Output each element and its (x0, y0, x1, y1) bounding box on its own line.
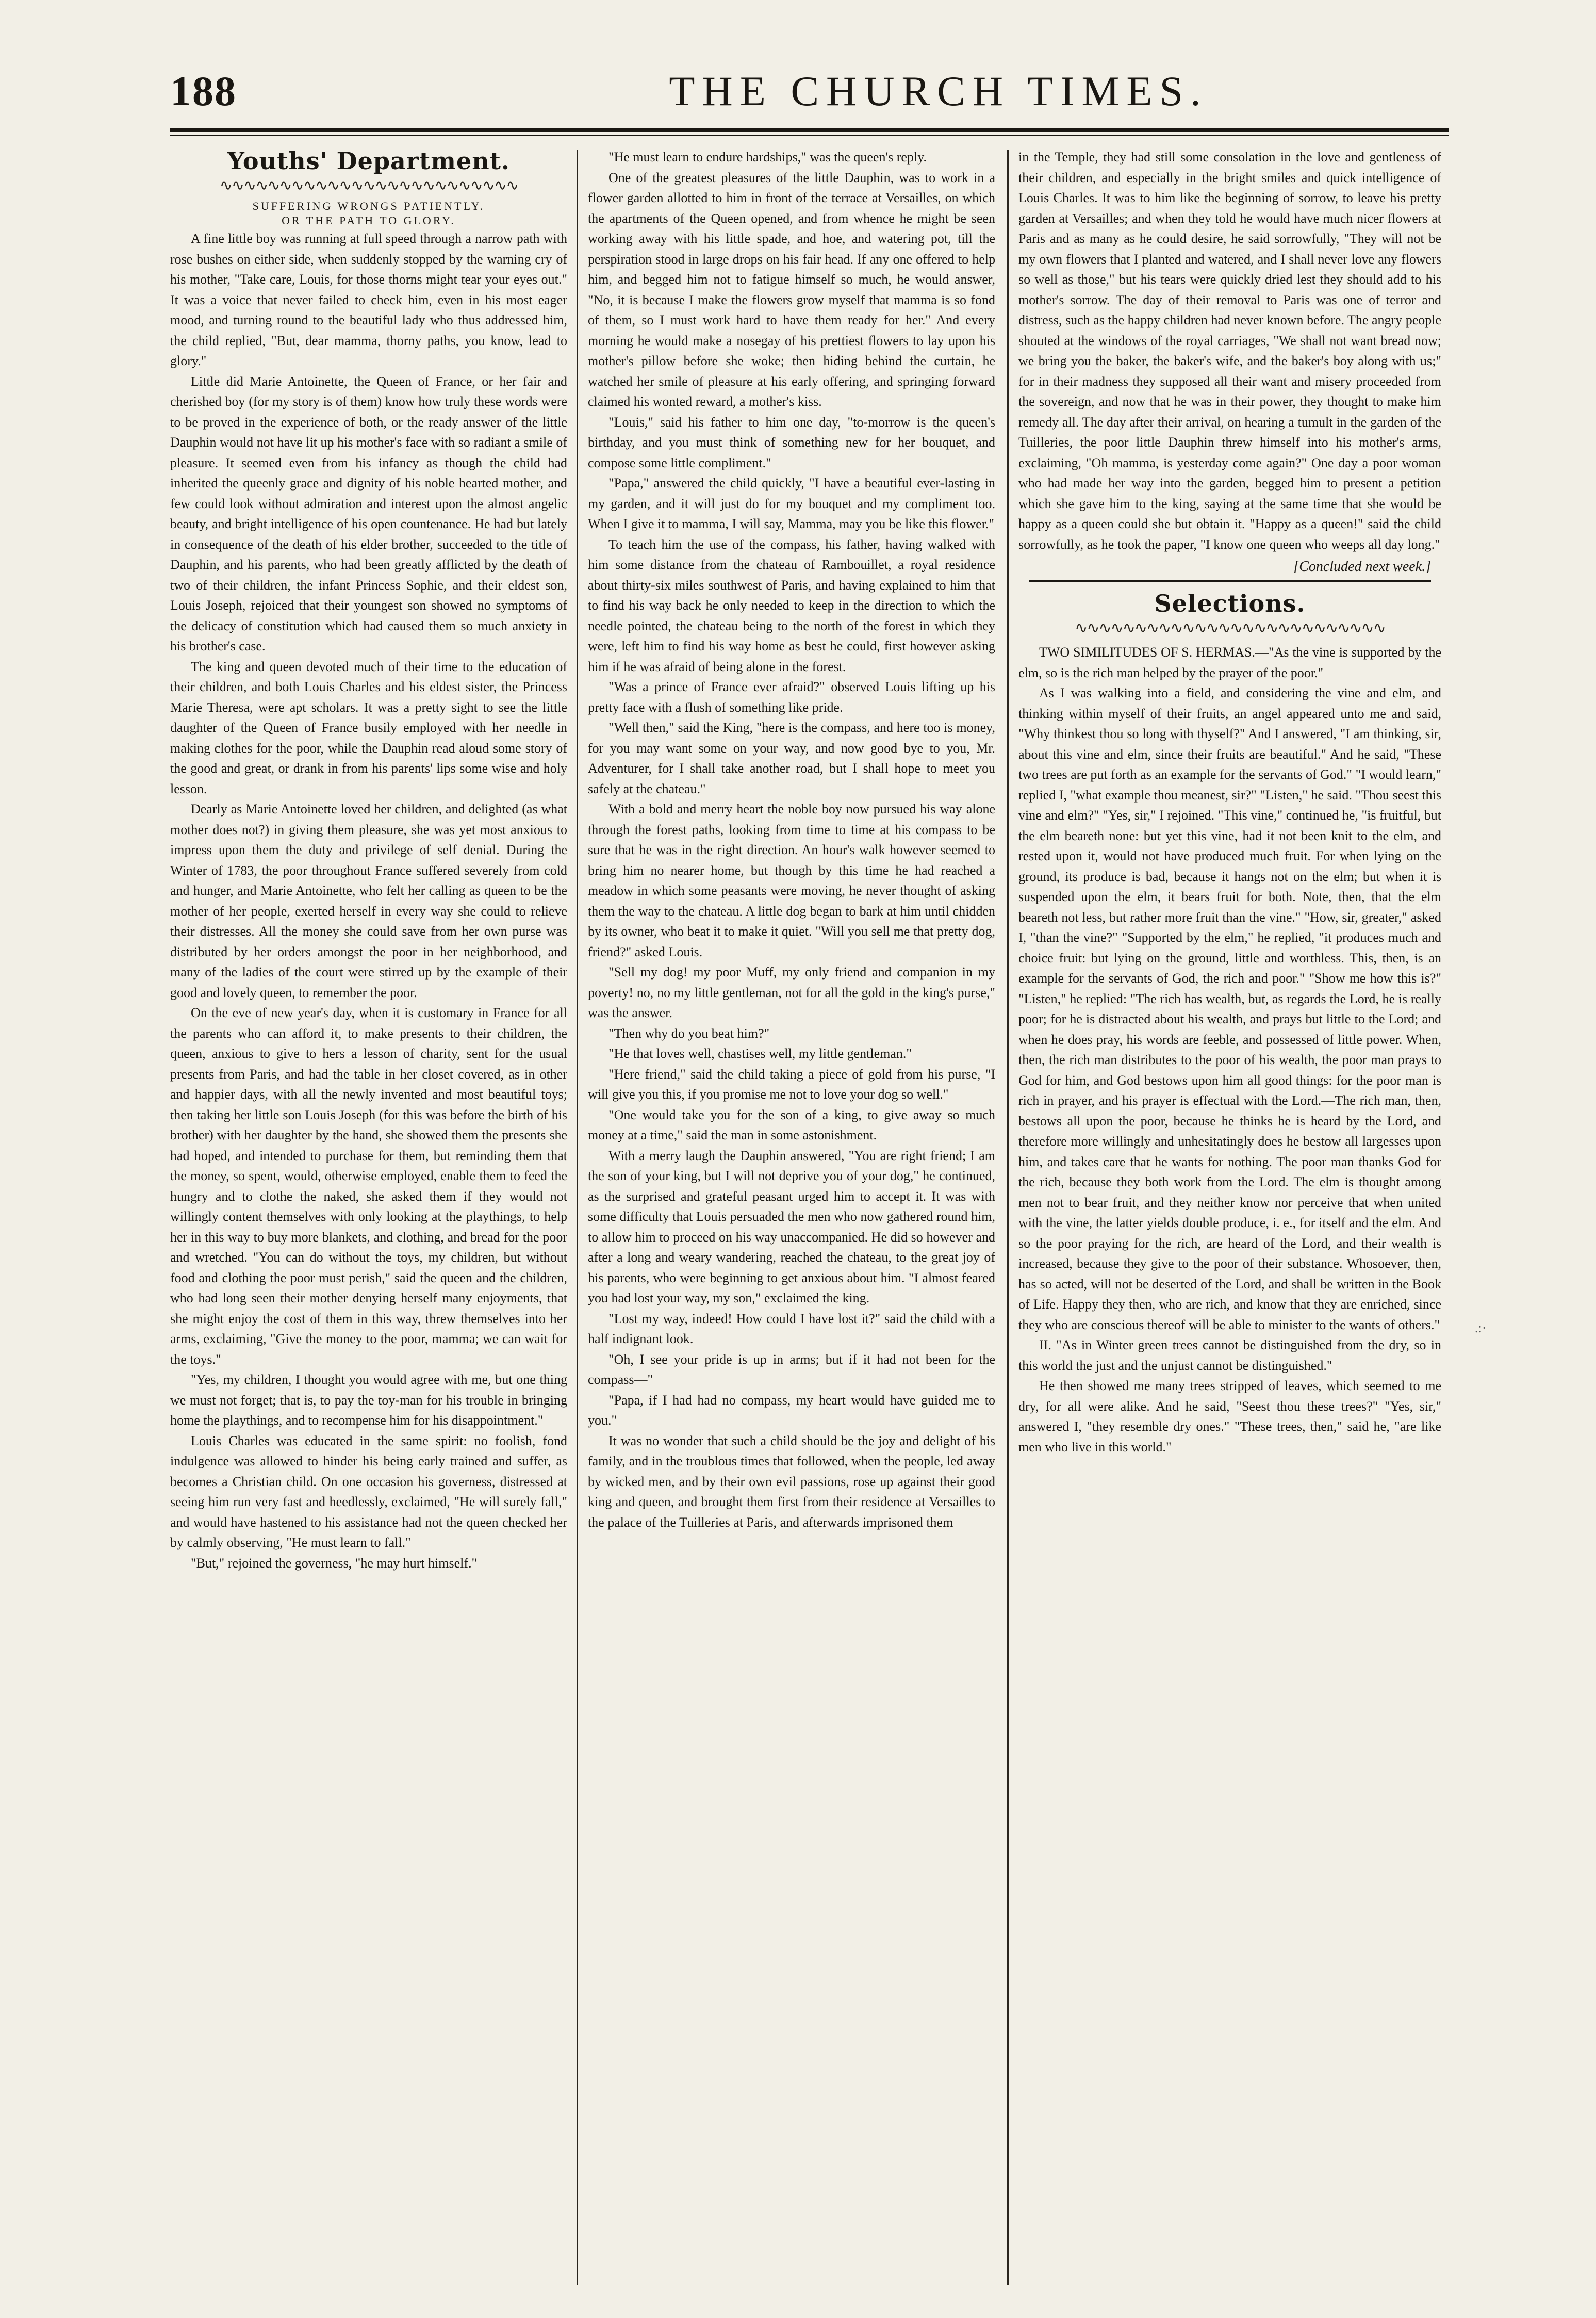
section-heading-selections: Selections. (1154, 590, 1306, 617)
paragraph: "He must learn to endure hardships," was the queen's reply. (608, 150, 927, 165)
paragraph: "Oh, I see your pride is up in arms; but if it had not been for the compass—" (588, 1351, 995, 1387)
paragraph: "Was a prince of France ever afraid?" observed Louis lifting up his pretty face with a flush of something like pride. (588, 679, 995, 715)
article-subheading: SUFFERING WRONGS PATIENTLY. (252, 200, 485, 213)
paragraph: Dearly as Marie Antoinette loved her children, and delighted (as what mother does not?) in giving them pleasure, she was yet most anxious to impress upon them the duty and privilege of self denial. During the Winter of 1783, the poor throughout France suffered severely from cold and hunger, and Marie Antoinette, who felt her calling as queen to be the mother of her people, exerted herself in every way she could to relieve their distresses. All the money she could save from her own purse was distributed by her orders amongst the poor in her neighborhood, and many of the ladies of the court were stirred up by the example of their good and lovely queen, to remember the poor. (170, 802, 567, 1000)
selections-body (1018, 642, 1441, 1457)
masthead-rule-thin (170, 135, 1449, 136)
article-body-continued (1018, 147, 1441, 554)
column-1 (170, 147, 567, 1573)
concluded-next-week-note: [Concluded next week.] (1293, 559, 1431, 575)
article-body (170, 228, 567, 1573)
paragraph: "But," rejoined the governess, "he may hurt himself." (191, 1555, 478, 1571)
margin-mark: .:· (1475, 1320, 1487, 1335)
column-divider (577, 150, 578, 2285)
page-number: 188 (170, 68, 237, 115)
paragraph: "He that loves well, chastises well, my little gentleman." (608, 1046, 912, 1061)
column-3 (1018, 147, 1441, 1457)
paragraph: It was no wonder that such a child should be the joy and delight of his family, and in the troublous times that followed, when the people, led away by wicked men, and by their own evil passions, rose up against their good king and queen, and brought them first from their residence at Versailles to the palace of the Tuilleries at Paris, and afterwards imprisoned them (588, 1433, 995, 1530)
paragraph: With a merry laugh the Dauphin answered, "You are right friend; I am the son of your king, but I will not deprive you of your dog," he continued, as the surprised and grateful peasant urged him to accept it. It was with some difficulty that Louis persuaded the men who now gathered round him, to allow him to proceed on his way unaccompanied. He did so however and after a long and weary wandering, reached the chateau, to the great joy of his parents, who were beginning to get anxious about him. "I almost feared you had lost your way, my son," exclaimed the king. (588, 1148, 995, 1305)
newspaper-title: THE CHURCH TIMES. (669, 68, 1208, 115)
paragraph: Louis Charles was educated in the same spirit: no foolish, fond indulgence was allowed to hinder his being early trained and suffer, as becomes a Christian child. On one occasion his governess, distressed at seeing him run very fast and heedlessly, exclaimed, "He will surely fall," and would have hastened to his assistance had not the queen checked her by calmly observing, "He must learn to fall." (170, 1433, 567, 1550)
paragraph: "Well then," said the King, "here is the compass, and here too is money, for you may want some on your way, and now good bye to you, Mr. Adventurer, for I shall take another road, but I shall hope to meet you safely at the chateau." (588, 720, 995, 796)
paragraph: With a bold and merry heart the noble boy now pursued his way alone through the forest paths, looking from time to time at his compass to be sure that he was in the right direction. An hour's walk however seemed to bring him no nearer home, but though by this time he had reached a meadow in which some peasants were moving, he never thought of asking them the way to the chateau. A little dog began to bark at him until chidden by its owner, who beat it to make it quiet. "Will you sell me that pretty dog, friend?" asked Louis. (588, 802, 995, 959)
paragraph: "Sell my dog! my poor Muff, my only friend and companion in my poverty! no, no my little gentleman, not for all the gold in the king's purse," was the answer. (588, 965, 995, 1020)
paragraph: "One would take you for the son of a king, to give away so much money at a time," said the man in some astonishment. (588, 1107, 995, 1142)
paragraph: "Louis," said his father to him one day, "to-morrow is the queen's birthday, and you must think of something new for her bouquet, and compose some little compliment." (588, 414, 995, 470)
masthead (170, 62, 1449, 124)
paragraph: "Lost my way, indeed! How could I have lost it?" said the child with a half indignant look. (588, 1311, 995, 1346)
paragraph: in the Temple, they had still some consolation in the love and gentleness of their children, and especially in the bright smiles and quick intelligence of Louis Charles. It was to him like the beginning of sorrow, to leave his pretty garden at Versailles; and when they told he would have much nicer flowers at Paris and as many as he could desire, he said sorrowfully, "They will not be my own flowers that I planted and watered, and I shall never love any flowers so well as those," but his tears were quickly dried lest they should add to his mother's sorrow. The day of their removal to Paris was one of terror and distress, such as the happy children had never known before. The angry people shouted at the windows of the royal carriages, "We shall not want bread now; we bring you the baker, the baker's wife, and the baker's boy along with us;" for in their madness they supposed all their want and misery proceeded from the sovereign, and now that he was in their power, they thought to make him remedy all. The day after their arrival, on hearing a tumult in the garden of the Tuilleries, the poor little Dauphin threw himself into his mother's arms, exclaiming, "Oh mamma, is yesterday come again?" One day a poor woman who had made her way into the garden, begged him to present a petition which she gave him to the king, saying at the same time that she would be happy as a queen could she but obtain it. "Happy as a queen!" said the child sorrowfully, as he took the paper, "I know one queen who weeps all day long." (1018, 150, 1441, 552)
masthead-rule-thick (170, 128, 1449, 132)
paragraph: "Papa," answered the child quickly, "I have a beautiful ever-lasting in my garden, and it will just do for my bouquet and my compliment too. When I give it to mamma, I will say, Mamma, may you be like this flower." (588, 476, 995, 531)
paragraph: One of the greatest pleasures of the little Dauphin, was to work in a flower garden allotted to him in front of the terrace at Versailles, on which the apartments of the Queen opened, and from whence he might be seen working away with his little spade, and hoe, and watering pot, till the perspiration stood in large drops on his fair head. If any one offered to help him, and begged him not to fatigue himself so much, he would answer, "No, it is because I make the flowers grow myself that mamma is so fond of them, so I must work hard to have them ready for her." And every morning he would make a nosegay of his prettiest flowers to lay upon his mother's pillow before she woke; then hiding behind the curtain, he watched her smile of pleasure at his early offering, and springing forward claimed his wonted reward, a mother's kiss. (588, 170, 995, 409)
ornamental-rule: ∿∿∿∿∿∿∿∿∿∿∿∿∿∿∿∿∿∿∿∿∿∿∿∿∿∿ (1075, 619, 1385, 636)
paragraph: As I was walking into a field, and considering the vine and elm, and thinking within myself of their fruits, an angel appeared unto me and said, "Why thinkest thou so long with thyself?" And I answered, "I am thinking, sir, about this vine and elm, since their fruits are beautiful." And he said, "These two trees are put forth as an example for the servants of God." "I would learn," replied I, "what example thou meanest, sir?" "Listen," he said. "Thou seest this vine and elm?" "Yes, sir," I rejoined. "This vine," continued he, "is fruitful, but the elm beareth none: but yet this vine, had it not been knit to the elm, and rested upon it, would not have produced much fruit. For when lying on the ground, its produce is bad, because it hangs not on the elm; but when it is suspended upon the elm, it bears fruit for both. Note, then, that the elm beareth not less, but rather more fruit than the vine." "How, sir, greater," asked I, "than the vine?" "Supported by the elm," he replied, "it produces much and choice fruit: but lying on the ground, little and worthless. This, then, is an example for the servants of God, the rich and poor." "Show me how this is?" "Listen," he replied: "The rich has wealth, but, as regards the Lord, he is really poor; for he is distracted about his wealth, and prays but little to the Lord; and when he does pray, his words are feeble, and possessed of little power. When, then, the rich man distributes to the poor of his wealth, the poor man prays to God for him, and God bestows upon him all good things: for the poor man is rich in prayer, and his prayer is effectual with the Lord.—The rich man, then, bestows all upon the poor, because he thinks he is heard by the Lord, and therefore more willingly and unhesitatingly does he bestow all largesses upon him, and takes care that he wants for nothing. The poor man thanks God for the rich, because they both work from the Lord. The elm is thought among men not to bear fruit, and they neither know nor perceive that when united with the vine, the latter yields double produce, i. e., for itself and the elm. And so the poor praying for the rich, are heard of the Lord, and their wealth is increased, because they give to the poor of their substance. Whosoever, then, has so acted, will not be deserted of the Lord, and shall be written in the Book of Life. Happy they then, who are rich, and know that they are enriched, since they who are conscious thereof will be able to minister to the wants of others." (1018, 685, 1441, 1332)
paragraph: II. "As in Winter green trees cannot be distinguished from the dry, so in this world the just and the unjust cannot be distinguished." (1018, 1337, 1441, 1373)
article-subheading: OR THE PATH TO GLORY. (282, 214, 456, 227)
ornamental-rule: ∿∿∿∿∿∿∿∿∿∿∿∿∿∿∿∿∿∿∿∿∿∿∿∿∿ (219, 177, 518, 194)
paragraph: "Papa, if I had had no compass, my heart would have guided me to you." (588, 1392, 995, 1428)
paragraph: "Then why do you beat him?" (608, 1025, 770, 1041)
section-heading-youths-department: Youths' Department. (227, 147, 510, 175)
column-2 (588, 147, 995, 1532)
section-divider (1029, 580, 1431, 582)
paragraph: On the eve of new year's day, when it is customary in France for all the parents who can afford it, to make presents to their children, the queen, anxious to give to hers a lesson of charity, sent for the usual presents from Paris, and had the table in her closet covered, as in other and happier days, with all the newly invented and most beautiful toys; then taking her little son Louis Joseph (for this was before the birth of his brother) with her daughter by the hand, she showed them the presents she had hoped, and intended to purchase for them, but reminding them that the money, so spent, would, otherwise employed, enable them to feed the hungry and to clothe the naked, she asked them if they would not willingly content themselves with only looking at the playthings, to help her in this way to buy more blankets, and clothing, and bread for the poor and wretched. "You can do without the toys, my children, but without food and clothing the poor must perish," said the queen and the children, who had long seen their mother denying herself many enjoyments, that she might enjoy the cost of them in this way, threw themselves into her arms, exclaiming, "Give the money to the poor, mamma; we can wait for the toys." (170, 1005, 567, 1367)
article-body-continued (588, 147, 995, 1532)
paragraph: "Yes, my children, I thought you would agree with me, but one thing we must not forget; that is, to pay the toy-man for his trouble in bringing home the playthings, and to recompense him for his disappointment." (170, 1372, 567, 1428)
paragraph: TWO SIMILITUDES OF S. HERMAS.—"As the vine is supported by the elm, so is the rich man helped by the prayer of the poor." (1018, 645, 1441, 680)
paragraph: To teach him the use of the compass, his father, having walked with him some distance from the chateau of Rambouillet, a royal residence about thirty-six miles southwest of Paris, and having explained to him that to find his way back he only needed to keep in the direction to which the needle pointed, the chateau being to the north of the forest in which they were, left him to find his way home as best he could, first however asking him if he was afraid of being alone in the forest. (588, 536, 995, 674)
column-divider (1007, 150, 1009, 2285)
paragraph: "Here friend," said the child taking a piece of gold from his purse, "I will give you this, if you promise me not to love your dog so well." (588, 1066, 995, 1102)
paragraph: A fine little boy was running at full speed through a narrow path with rose bushes on either side, when suddenly stopped by the warning cry of his mother, "Take care, Louis, for those thorns might tear your eyes out." It was a voice that never failed to check him, even in his most eager mood, and turning round to the beautiful lady who thus addressed him, the child replied, "But, dear mamma, thorny paths, you know, lead to glory." (170, 231, 567, 368)
paragraph: He then showed me many trees stripped of leaves, which seemed to me dry, for all were alike. And he said, "Seest thou these trees?" "Yes, sir," answered I, "they resemble dry ones." "These trees, then," said he, "are like men who live in this world." (1018, 1378, 1441, 1455)
paragraph: The king and queen devoted much of their time to the education of their children, and both Louis Charles and his eldest sister, the Princess Marie Theresa, were apt scholars. It was a pretty sight to see the little daughter of the Queen of France busily employed with her needle in making clothes for the poor, while the Dauphin read aloud some story of the good and great, or drank in from his parents' lips some wise and holy lesson. (170, 659, 567, 796)
paragraph: Little did Marie Antoinette, the Queen of France, or her fair and cherished boy (for my story is of them) know how truly these words were to be proved in the experience of both, or the ready answer of the little Dauphin would not have lit up his mother's face with so radiant a smile of pleasure. It seemed even from his infancy as though the child had inherited the queenly grace and dignity of his noble hearted mother, and few could look without admiration and interest upon the almost angelic beauty, and bright intelligence of his open countenance. He had but lately in consequence of the death of his elder brother, succeeded to the title of Dauphin, and his parents, who had been greatly afflicted by the death of two of their children, the infant Princess Sophie, and their eldest son, Louis Joseph, rejoiced that their youngest son showed no symptoms of the delicacy of constitution which had caused them so much anxiety in his brother's case. (170, 373, 567, 654)
